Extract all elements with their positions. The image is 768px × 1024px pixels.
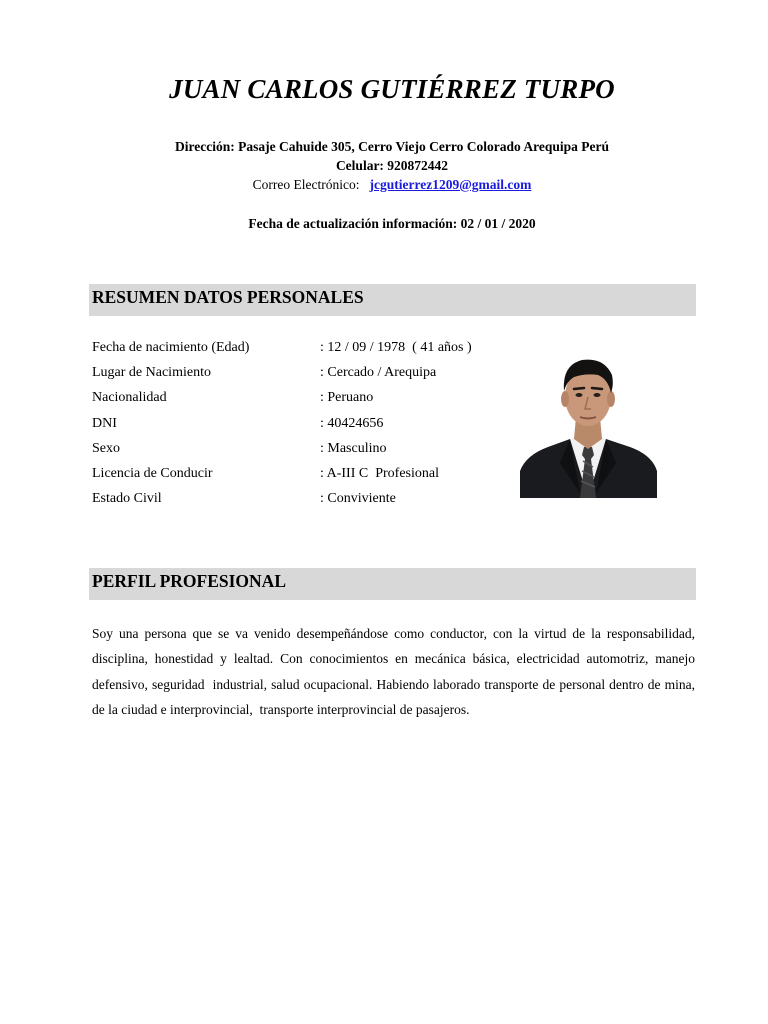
- info-row-sex: [92, 441, 512, 466]
- info-row-birthplace: [92, 365, 512, 390]
- candidate-name: JUAN CARLOS GUTIÉRREZ TURPO: [169, 74, 615, 104]
- info-row-civil-status: [92, 491, 512, 516]
- email-link[interactable]: jcgutierrez1209@gmail.com: [369, 177, 532, 192]
- info-value: : 12 / 09 / 1978 ( 41 años ): [320, 340, 472, 355]
- personal-data-section-header: [89, 284, 696, 316]
- info-value: : Conviviente: [320, 491, 396, 507]
- update-date-line: Fecha de actualización información: 02 / 01 / 2020: [248, 216, 536, 231]
- info-value: : Cercado / Arequipa: [320, 365, 437, 381]
- section-title: RESUMEN DATOS PERSONALES: [92, 287, 364, 307]
- info-row-birthdate: [92, 340, 512, 365]
- info-row-dni: [92, 416, 512, 441]
- info-label: Sexo: [92, 440, 120, 456]
- info-label: Licencia de Conducir: [92, 465, 213, 481]
- email-line: [0, 177, 768, 193]
- section-title: PERFIL PROFESIONAL: [92, 571, 286, 591]
- info-value: : 40424656: [320, 415, 384, 431]
- info-row-nationality: [92, 390, 512, 415]
- info-label: Nacionalidad: [92, 390, 167, 406]
- profile-photo: [520, 343, 657, 498]
- profile-paragraph: Soy una persona que se va venido desempeñándose como conductor, con la virtud de la responsabilidad, disciplina, honestidad y lealtad. Con conocimientos en mecánica básica, electricidad automotriz, manejo defensivo, seguridad industrial, salud ocupacional. Habiendo laborado transporte de personal dentro de mina, de la ciudad e interprovincial, transporte interprovincial de pasajeros.: [92, 626, 699, 717]
- address-line: Dirección: Pasaje Cahuide 305, Cerro Viejo Cerro Colorado Arequipa Perú: [175, 139, 609, 154]
- info-row-license: [92, 466, 512, 491]
- info-label: Fecha de nacimiento (Edad): [92, 340, 250, 355]
- info-value: : Peruano: [320, 390, 374, 406]
- professional-profile-section-header: [89, 568, 696, 600]
- personal-data-table: [92, 340, 512, 516]
- info-label: Lugar de Nacimiento: [92, 365, 211, 381]
- info-value: : Masculino: [320, 440, 387, 456]
- email-label: Correo Electrónico:: [252, 177, 360, 192]
- info-value: : A-III C Profesional: [320, 465, 439, 481]
- info-label: DNI: [92, 415, 117, 431]
- phone-line: Celular: 920872442: [335, 158, 449, 173]
- info-label: Estado Civil: [92, 491, 162, 507]
